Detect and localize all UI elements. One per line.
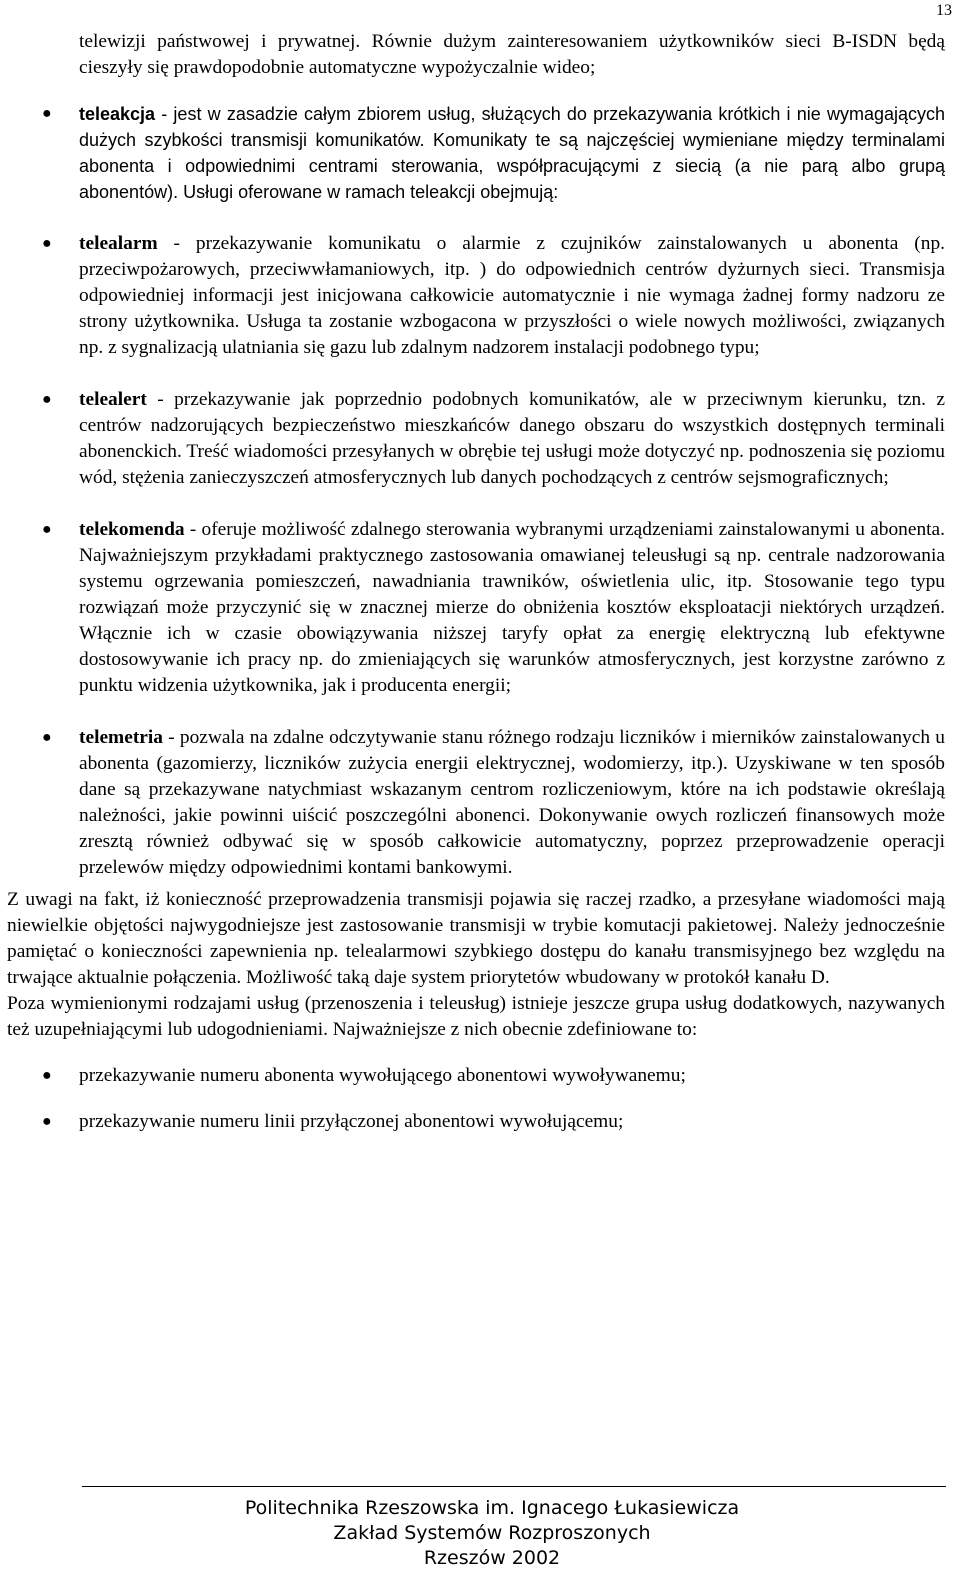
page-number: 13 — [936, 2, 952, 19]
list-item-text: przekazywanie numeru abonenta wywołującego abonentowi wywoływanemu; — [79, 1065, 686, 1086]
list-item — [7, 1063, 945, 1089]
bullet-icon: ● — [42, 235, 52, 252]
bullet-icon: ● — [42, 521, 52, 538]
footer-department: Zakład Systemów Rozproszonych — [333, 1522, 651, 1544]
term-telemetria: telemetria — [79, 727, 163, 748]
service-list — [7, 101, 945, 881]
term-telekomenda: telekomenda — [79, 519, 185, 540]
bullet-icon: ● — [42, 1067, 52, 1084]
list-item-telekomenda — [7, 517, 945, 699]
paragraph-transmission: Z uwagi na fakt, iż konieczność przeprowadzenia transmisji pojawia się raczej rzadko, a przesyłane wiadomości mają niewielkie objętości najwygodniejsze jest zastosowanie transmisji w trybie komutacji pakietowej. Należy jednocześnie pamiętać o konieczności zapewnienia np. telealarmowi szybkiego dostępu do kanału transmisyjnego bez względu na trwające aktualnie połączenia. Możliwość taką daje system priorytetów wbudowany w protokół kanału D. — [7, 889, 945, 988]
bullet-icon: ● — [42, 729, 52, 746]
list-item-teleakcja — [7, 101, 945, 205]
footer-text — [12, 1496, 960, 1571]
term-telealarm: telealarm — [79, 233, 158, 254]
additional-service-list — [7, 1063, 945, 1135]
list-item-telealarm — [7, 231, 945, 361]
term-teleakcja: teleakcja — [79, 104, 156, 124]
teleakcja-text: - jest w zasadzie całym zbiorem usług, służących do przekazywania krótkich i nie wymagających dużych szybkości transmisji komunikatów. Komunikaty te są najczęściej wymieniane między terminalami abonenta i odpowiednimi centrami sterowania, współpracującymi z siecią (a nie parą albo grupą abonentów). Usługi oferowane w ramach teleakcji obejmują: — [79, 104, 945, 202]
bullet-icon: ● — [42, 105, 52, 122]
list-item — [7, 1109, 945, 1135]
page-body — [7, 29, 945, 1135]
telemetria-text: - pozwala na zdalne odczytywanie stanu różnego rodzaju liczników i mierników zainstalowanych u abonenta (gazomierzy, liczników zużycia energii elektrycznej, wodomierzy, itp.). Uzyskiwane w ten sposób dane są przekazywane natychmiast wskazanym centrom rozliczeniowym, które na ich podstawie określają należności, jakie powinni uiścić poszczególni abonenci. Dokonywanie owych rozliczeń finansowych może zresztą również odbywać się w sposób całkowicie automatyczny, poprzez przeprowadzenie operacji przelewów między odpowiednimi kontami bankowymi. — [79, 727, 945, 878]
footer-divider — [82, 1486, 946, 1487]
telealert-text: - przekazywanie jak poprzednio podobnych komunikatów, ale w przeciwnym kierunku, tzn. z centrów nadzorujących bezpieczeństwo mieszkańców danego obszaru do wszystkich dostępnych terminali abonenckich. Treść wiadomości przesyłanych w obrębie tej usługi może dotyczyć np. podnoszenia się poziomu wód, stężenia zanieczyszczeń atmosferycznych lub danych pochodzących z centrów sejsmograficznych; — [79, 389, 945, 488]
bullet-icon: ● — [42, 1113, 52, 1130]
list-item-text: przekazywanie numeru linii przyłączonej abonentowi wywołującemu; — [79, 1111, 624, 1132]
telealarm-text: - przekazywanie komunikatu o alarmie z czujników zainstalowanych u abonenta (np. przeciwpożarowych, przeciwwłamaniowych, itp. ) do odpowiednich centrów dyżurnych sieci. Transmisja odpowiedniej informacji jest inicjowana całkowicie automatycznie i nie wymaga żadnej formy nadzoru ze strony użytkownika. Usługa ta zostanie wzbogacona w przyszłości o wiele nowych możliwości, związanych np. z sygnalizacją ulatniania się gazu lub zdalnym nadzorem instalacji podobnego typu; — [79, 233, 945, 358]
bullet-icon: ● — [42, 391, 52, 408]
telekomenda-text: - oferuje możliwość zdalnego sterowania wybranymi urządzeniami zainstalowanymi u abonenta. Najważniejszym przykładami praktycznego zastosowania omawianej teleusługi są np. centrale nadzorowania systemu ogrzewania pomieszczeń, nawadniania trawników, oświetlenia ulic, itp. Stosowanie tego typu rozwiązań może przyczynić się w znacznej mierze do obniżenia kosztów eksploatacji niektórych urządzeń. Włącznie ich w czasie obowiązywania niższej taryfy opłat za energię elektryczną lub efektywne dostosowywanie ich pracy np. do zmieniających się warunków atmosferycznych, jest korzystne zarówno z punktu widzenia użytkownika, jak i producenta energii; — [79, 519, 945, 696]
list-item-telealert — [7, 387, 945, 491]
paragraph-additional-services: Poza wymienionymi rodzajami usług (przenoszenia i teleusług) istnieje jeszcze grupa usług dodatkowych, nazywanych też uzupełniającymi lub udogodnieniami. Najważniejsze z nich obecnie zdefiniowane to: — [7, 993, 945, 1040]
intro-paragraph: telewizji państwowej i prywatnej. Równie dużym zainteresowaniem użytkowników sieci B-ISDN będą cieszyły się prawdopodobnie automatyczne wypożyczalnie wideo; — [79, 31, 945, 78]
term-telealert: telealert — [79, 389, 147, 410]
list-item-telemetria — [7, 725, 945, 881]
footer-place-year: Rzeszów 2002 — [423, 1547, 561, 1569]
footer-institution: Politechnika Rzeszowska im. Ignacego Łukasiewicza — [244, 1497, 740, 1519]
